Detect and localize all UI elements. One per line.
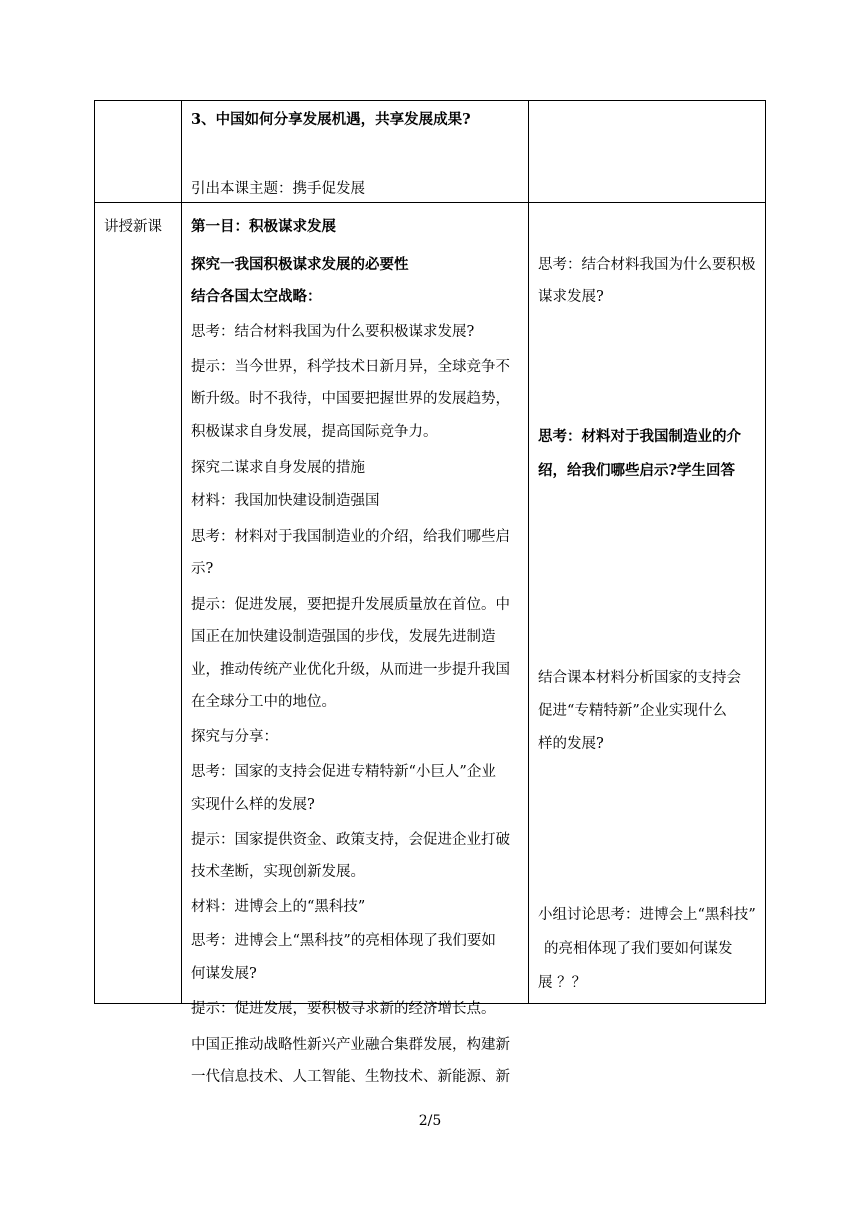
content-line: 业，推动传统产业优化升级，从而进一步提升我国 (191, 662, 510, 678)
table-row (95, 101, 766, 203)
content-line: 技术垄断，实现创新发展。 (191, 864, 365, 880)
activity-line: 结合课本材料分析国家的支持会 (538, 670, 741, 686)
stage-label: 讲授新课 (104, 219, 162, 235)
intro-text: 引出本课主题：携手促发展 (191, 181, 365, 197)
content-line: 实现什么样的发展? (191, 797, 315, 813)
activity-cell (529, 203, 766, 1004)
activity-line: 的亮相体现了我们要如何谋发 (544, 941, 733, 957)
activity-line: 绍，给我们哪些启示?学生回答 (538, 462, 735, 479)
activity-line: 小组讨论思考：进博会上“黑科技” (538, 907, 756, 923)
content-line: 断升级。时不我待，中国要把握世界的发展趋势， (191, 391, 510, 407)
content-line: 思考：结合材料我国为什么要积极谋求发展? (191, 324, 475, 340)
content-line: 提示：当今世界，科学技术日新月异，全球竞争不 (191, 359, 510, 375)
activity-line: 思考：结合材料我国为什么要积极 (538, 257, 756, 273)
question-text: 3、中国如何分享发展机遇，共享发展成果? (191, 111, 471, 128)
content-line: 材料：我国加快建设制造强国 (191, 493, 380, 509)
content-line: 在全球分工中的地位。 (191, 694, 336, 710)
content-line: 中国正推动战略性新兴产业融合集群发展，构建新 (191, 1037, 510, 1053)
content-line: 积极谋求自身发展，提高国际竞争力。 (191, 424, 438, 440)
content-cell (182, 203, 529, 1085)
activity-line: 样的发展? (538, 736, 604, 752)
content-line: 探究与分享： (191, 729, 278, 745)
content-line: 一代信息技术、人工智能、生物技术、新能源、新 (191, 1069, 510, 1085)
content-line: 提示：促进发展，要积极寻求新的经济增长点。 (191, 1001, 496, 1017)
page-number: 2/5 (418, 1113, 442, 1129)
material-heading: 结合各国太空战略： (191, 288, 322, 305)
lesson-plan-table (94, 100, 766, 1085)
content-line: 提示：国家提供资金、政策支持，会促进企业打破 (191, 832, 510, 848)
activity-cell (529, 101, 766, 203)
content-line: 国正在加快建设制造强国的步伐，发展先进制造 (191, 629, 496, 645)
content-line: 思考：进博会上“黑科技”的亮相体现了我们要如 (191, 933, 496, 949)
content-line: 提示：促进发展，要把提升发展质量放在首位。中 (191, 597, 510, 613)
stage-cell (95, 203, 182, 1004)
content-line: 思考：材料对于我国制造业的介绍，给我们哪些启 (191, 529, 510, 545)
content-line: 探究二谋求自身发展的措施 (191, 460, 365, 476)
content-cell (182, 101, 529, 203)
section-heading: 第一目：积极谋求发展 (191, 218, 336, 235)
activity-line: 促进“专精特新”企业实现什么 (538, 703, 727, 719)
activity-line: 思考：材料对于我国制造业的介 (538, 428, 741, 445)
content-line: 材料：进博会上的“黑科技” (191, 899, 366, 915)
stage-cell (95, 101, 182, 203)
table-row (95, 203, 766, 1004)
content-line: 思考：国家的支持会促进专精特新“小巨人”企业 (191, 764, 496, 780)
activity-line: 展 ？？ (538, 975, 587, 991)
content-line: 示? (191, 561, 214, 577)
activity-line: 谋求发展? (538, 289, 604, 305)
content-line: 何谋发展? (191, 966, 257, 982)
inquiry-heading: 探究一我国积极谋求发展的必要性 (191, 256, 409, 273)
